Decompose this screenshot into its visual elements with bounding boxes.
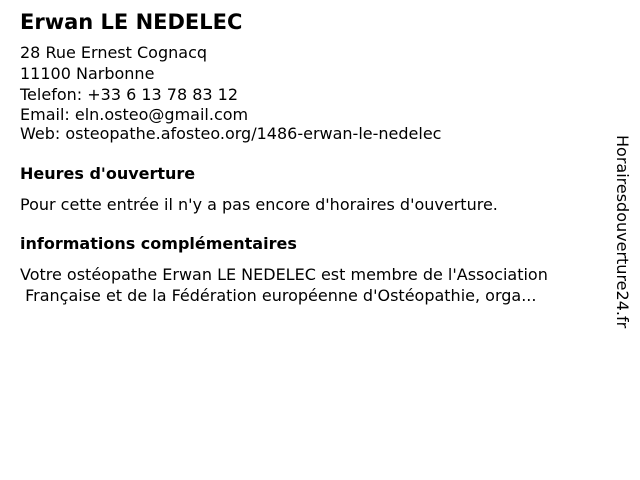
- web-line: Web: osteopathe.afosteo.org/1486-erwan-le-nedelec: [20, 124, 442, 143]
- opening-hours-heading: Heures d'ouverture: [20, 164, 196, 183]
- site-watermark: [612, 135, 632, 345]
- info-description: [20, 264, 610, 306]
- address-city: 11100 Narbonne: [20, 64, 155, 83]
- opening-hours-text: Pour cette entrée il n'y a pas encore d'horaires d'ouverture.: [20, 195, 498, 214]
- info-description-line-2: Française et de la Fédération européenne d'Ostéopathie, orga...: [20, 286, 537, 305]
- info-description-line-1: Votre ostéopathe Erwan LE NEDELEC est membre de l'Association: [20, 265, 548, 284]
- site-watermark-text: Horairesdouverture24.fr: [613, 135, 632, 329]
- address-street: 28 Rue Ernest Cognacq: [20, 43, 208, 62]
- entry-name: Erwan LE NEDELEC: [20, 10, 243, 34]
- info-heading: informations complémentaires: [20, 234, 297, 253]
- phone-line: Telefon: +33 6 13 78 83 12: [20, 85, 239, 104]
- email-line: Email: eln.osteo@gmail.com: [20, 105, 249, 124]
